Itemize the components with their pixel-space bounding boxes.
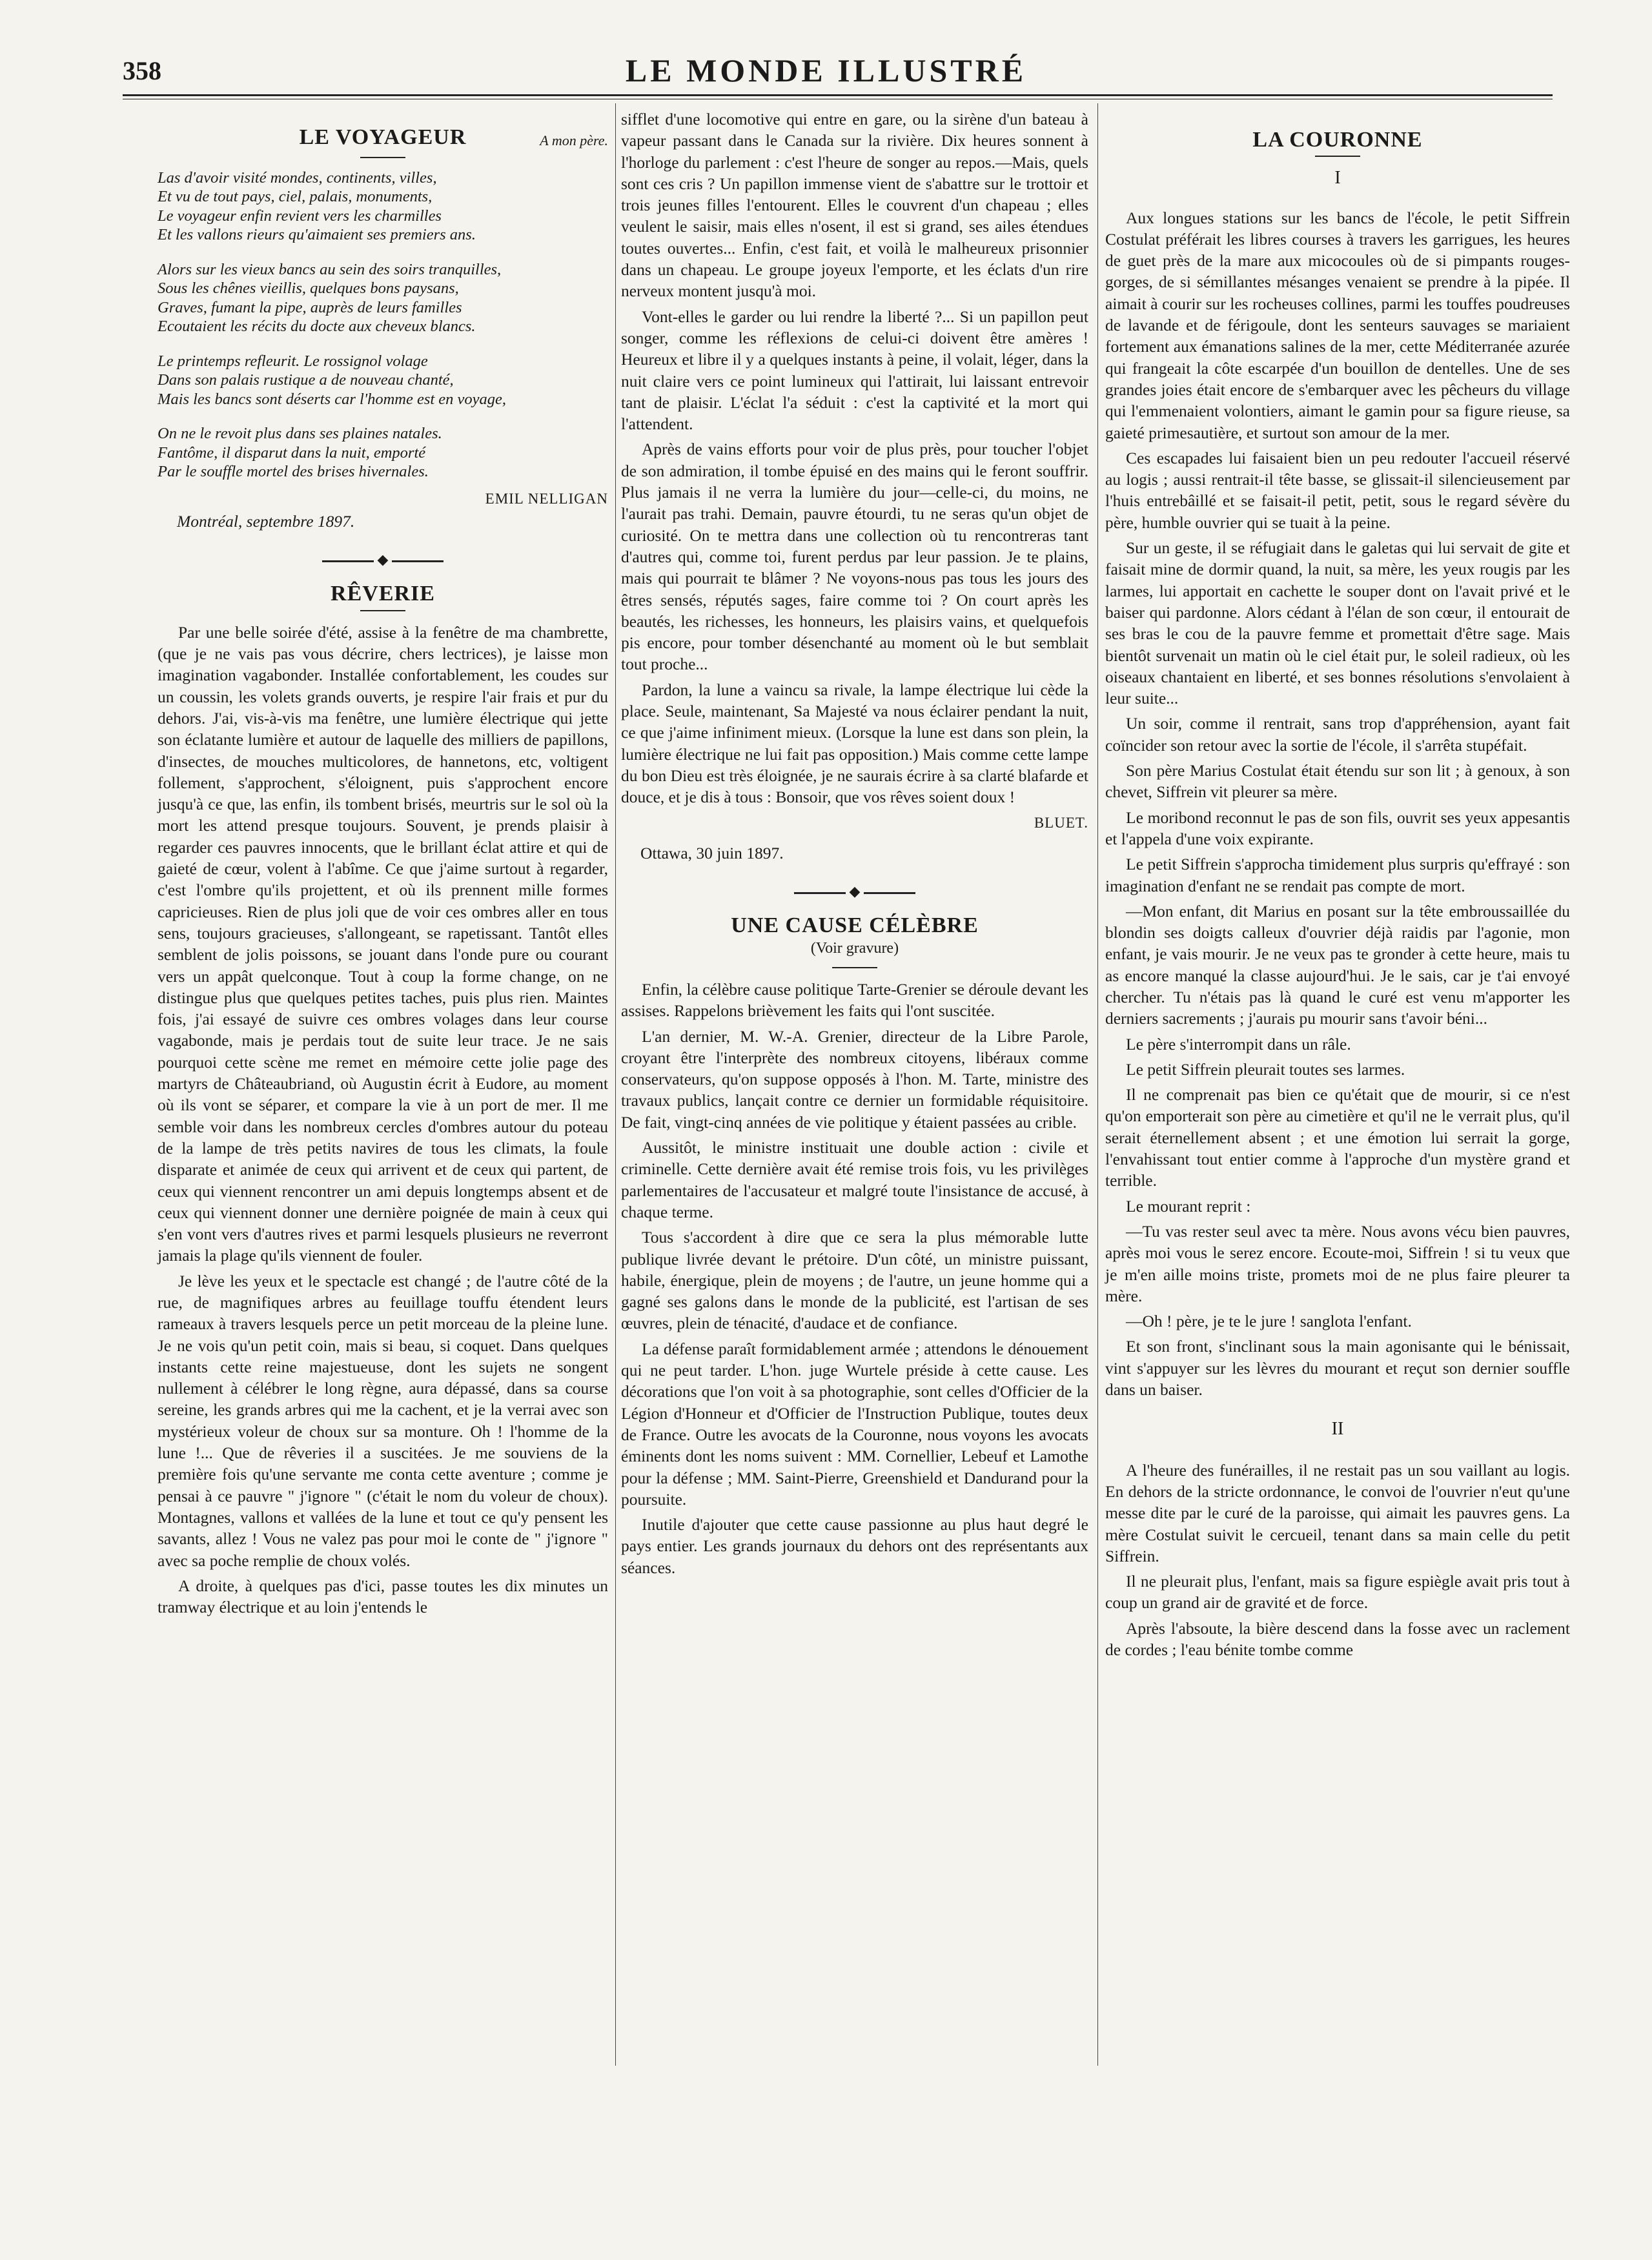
poem-line: Mais les bancs sont déserts car l'homme est en voyage, xyxy=(158,390,507,408)
reverie-date: Ottawa, 30 juin 1897. xyxy=(640,843,784,862)
page-number: 358 xyxy=(123,56,161,85)
cause-paragraph: Enfin, la célèbre cause politique Tarte-Grenier se déroule devant les assises. Rappelons brièvement les faits qui l'ont suscitée. xyxy=(621,979,1088,1021)
poem-line: Dans son palais rustique a de nouveau chanté, xyxy=(158,371,454,389)
reverie-continuation: sifflet d'une locomotive qui entre en gare, ou la sirène d'un bateau à vapeur passant dans le Canada sur la rivière. Dix heures sonnent à l'horloge du parlement : c'est l'heure de songer au repos.—Mais, quels sont ces cris ? Un papillon immense vient de s'abattre sur le trottoir et trois jeunes filles l'entourent. Elles le couvrent d'un chapeau ; elles veulent le saisir, mais elles n'osent, il est si grand, ses ailes étendues toutes ouvertes... Enfin, c'est fait, et voilà le malheureux prisonnier dans un chapeau. Le groupe joyeux l'emporte, et les éclats d'un rire nerveux montent jusqu'à moi. xyxy=(621,110,1088,301)
couronne-paragraph: Un soir, comme il rentrait, sans trop d'appréhension, ayant fait coïncider son retour avec la sortie de l'école, il s'arrêta stupéfait. xyxy=(1105,714,1570,755)
couronne-paragraph: Le petit Siffrein s'approcha timidement plus surpris qu'effrayé : son imagination d'enfant ne se rendait pas compte de mort. xyxy=(1105,855,1570,895)
cause-paragraph: Inutile d'ajouter que cette cause passionne au plus haut degré le pays entier. Les grands journaux du dehors ont des représentants aux séances. xyxy=(621,1515,1088,1577)
couronne-section-2 xyxy=(1105,1460,1570,1661)
cause-paragraph: La défense paraît formidablement armée ; attendons le dénouement qui ne peut tarder. L'hon. juge Wurtele préside à cette cause. Les décorations que l'on voit à sa photographie, sont celles d'Officier de la Légion d'Honneur et d'Officier de l'Instruction Publique, toutes deux de France. Outre les avocats de la Couronne, nous voyons les avocats éminents dont les noms suivent : MM. Cornellier, Lebeuf et Lamothe pour la défense ; MM. Saint-Pierre, Greenshield et Dandurand pour la poursuite. xyxy=(621,1339,1088,1509)
column-divider xyxy=(615,103,616,2066)
couronne-section-1 xyxy=(1105,207,1570,1401)
poem-stanza xyxy=(158,260,608,336)
column-middle xyxy=(621,108,1088,1582)
poem-line: Alors sur les vieux bancs au sein des soirs tranquilles, xyxy=(158,260,502,278)
poem-stanzas xyxy=(158,168,608,482)
reverie-signature: BLUET. xyxy=(1034,814,1088,831)
poem-signature: EMIL NELLIGAN xyxy=(485,490,608,507)
reverie-paragraph: A droite, à quelques pas d'ici, passe toutes les dix minutes un tramway électrique et au loin j'entends le xyxy=(158,1576,608,1617)
section-number: I xyxy=(1334,168,1341,188)
column-divider xyxy=(1097,103,1098,2066)
couronne-paragraph: —Oh ! père, je te le jure ! sanglota l'enfant. xyxy=(1126,1312,1412,1331)
poem-place-date: Montréal, septembre 1897. xyxy=(177,511,355,531)
reverie-paragraph: Je lève les yeux et le spectacle est changé ; de l'autre côté de la rue, de magnifiques arbres au feuillage touffu étendent leurs rameaux à travers lesquels perce un petit morceau de la pleine lune. Je ne vois qu'un petit coin, mais si beau, si coquet. Dans quelques instants cette reine majestueuse, dont les sujets ne songent nullement à célébrer le long règne, aura dépassé, dans sa course sereine, les grands arbres qui me la cachent, et je la verrai avec son mystérieux voleur de choux sur sa monture. Oh ! l'homme de la lune !... Que de rêveries il a suscitées. Je me souviens de la première fois qu'une servante me conta cette aventure ; comme je pensai à ce pauvre " j'ignore " (c'était le nom du voleur de choux). Montagnes, vallons et vallées de la lune et tout ce qu'y pensent les savants, allez ! Vous ne valez pas pour moi le conte de " j'ignore " avec sa poche remplie de choux volés. xyxy=(158,1271,608,1570)
voyageur-dedication: A mon père. xyxy=(540,132,608,149)
cause-paragraph: Aussitôt, le ministre instituait une double action : civile et criminelle. Cette dernière avait été remise trois fois, vu les privilèges parlementaires de l'accusateur et malgré toute l'insistance de accusé, à chaque terme. xyxy=(621,1138,1088,1221)
poem-stanza xyxy=(158,352,608,409)
couronne-paragraph: Sur un geste, il se réfugiait dans le galetas qui lui servait de gite et faisait mine de dormir quand, la nuit, sa mère, les yeux rougis par les larmes, lui apportait en cachette le souper dont on l'avait privé et le baiser qui pardonne. Alors cédant à l'élan de son cœur, il entourait de ses bras le cou de la pauvre femme et promettait d'être sage. Mais bientôt survenait un matin où le ciel était pur, le soleil radieux, où les oiseaux chantaient en liberté, et ses bonnes résolutions s'envolaient à leur suite... xyxy=(1105,538,1570,708)
reverie-paragraph: Par une belle soirée d'été, assise à la fenêtre de ma chambrette, (que je ne vais pas vous décrire, chers lectrices), je laisse mon imagination vagabonder. Installée confortablement, les coudes sur un coussin, les volets grands ouverts, je respire l'air frais et pur du dehors. J'ai, vis-à-vis ma fenêtre, une lumière électrique qui jette son éclatante lumière et autour de laquelle des milliers de papillons, d'insectes, de mouches multicolores, de hannetons, etc, voltigent follement, s'approchent, s'éloignent, puis s'approchent encore jusqu'à ce que, las enfin, ils tombent brisés, meurtris sur le sol où la mort les attend presque toujours. Souvent, je prends plaisir à regarder ces pauvres innocents, que le brillant éclat attire et qui de gaieté de cœur, volent à l'abîme. Ce que j'aime surtout à regarder, c'est l'ombre qu'ils projettent, et où ils prennent mille formes capricieuses. Rien de plus joli que de voir ces ombres aller en tous sens, toujours gracieuses, s'allongeant, se rapetissant. Tantôt elles semblent de jolis poissons, se jouant dans l'onde pure ou courant vers un appât quelconque. Tout à coup la forme change, on ne distingue plus que quelques petites taches, puis plus rien. Maintes fois, j'ai essayé de suivre ces ombres volages dans leur course vagabonde, mais je perdais tout de suite leur trace. Je ne sais pourquoi cette scène me remet en mémoire cette jolie page des martyrs de Châteaubriand, où Augustin écrit à Eudore, au moment où ils vont se séparer, et compare la vie à un port de mer. Il me semble voir dans les nombreux cercles d'ombres autour du poteau de la lampe de très petits navires de tous les climats, la foule disparate et animée de ceux qui arrivent et de ceux qui partent, de ceux qui viennent rencontrer un ami depuis longtemps absent et de ceux qui viennent donner une dernière poignée de main à ceux qui s'en vont vers d'autres rives et parmi lesquels plusieurs ne reverront jamais la plage qu'ils viennent de fouler. xyxy=(158,622,608,1265)
couronne-paragraph: Après l'absoute, la bière descend dans la fosse avec un raclement de cordes ; l'eau bénite tombe comme xyxy=(1105,1618,1570,1659)
couronne-paragraph: A l'heure des funérailles, il ne restait pas un sou vaillant au logis. En dehors de la stricte ordonnance, le convoi de l'ouvrier n'eut qu'une messe dite par le curé de la paroisse, qui aimait les pauvres gens. La mère Costulat suivit le cercueil, tenant dans sa main celle du petit Siffrein. xyxy=(1105,1460,1570,1565)
reverie-title: RÊVERIE xyxy=(331,582,435,606)
section-number: II xyxy=(1331,1419,1344,1440)
poem-line: Le voyageur enfin revient vers les charmilles xyxy=(158,207,442,225)
reverie-continuation: Après de vains efforts pour voir de plus près, pour toucher l'objet de son admiration, il tombe épuisé en des mains qui le feront souffrir. Plus jamais il ne verra la lumière du jour—celle-ci, du moins, ne l'aurait pas trahi. Demain, pauvre étourdi, tu ne seras qu'un objet de curiosité. On te mettra dans une collection où tu rencontreras tant d'autres qui, comme toi, furent perdus par leur passion. Je te plains, mais qui pourrait te blâmer ? Ne voyons-nous pas tous les jours des êtres sensés, réputés sages, faire comme toi ? On court après les beautés, les richesses, les honneurs, les plaisirs vains, et quelquefois pis encore, pour tomber désenchanté au moment où le but semblait tout proche... xyxy=(621,440,1088,674)
poem-line: Le printemps refleurit. Le rossignol volage xyxy=(158,352,428,370)
title-rule xyxy=(1315,156,1360,157)
title-rule xyxy=(360,157,405,158)
title-rule xyxy=(360,610,405,611)
cause-paragraph: Tous s'accordent à dire que ce sera la plus mémorable lutte publique livrée devant le prétoire. D'un côté, un ministre puissant, habile, énergique, plein de moyens ; de l'autre, un jeune homme qui a gagné ses galons dans le monde de la publicité, est l'artisan de ses œuvres, plein de ténacité, d'audace et de confiance. xyxy=(621,1228,1088,1333)
couronne-paragraph: Le moribond reconnut le pas de son fils, ouvrit ses yeux appesantis et l'appela d'une voix expirante. xyxy=(1105,808,1570,848)
poem-line: Ecoutaient les récits du docte aux cheveux blancs. xyxy=(158,318,476,336)
ornament-divider: ◆ xyxy=(158,549,608,570)
poem-line: Par le souffle mortel des brises hivernales. xyxy=(158,463,429,481)
reverie-continuation: Pardon, la lune a vaincu sa rivale, la lampe électrique lui cède la place. Seule, maintenant, Sa Majesté va nous éclairer pendant la nuit, ce que j'aime infiniment mieux. (Lorsque la lune est dans son plein, la lumière électrique ne lui fait pas opposition.) Mais comme cette lampe du bon Dieu est très éloignée, je ne saurais écrire à sa clarté blafarde et douce, et je dis à tous : Bonsoir, que vos rêves soient doux ! xyxy=(621,680,1088,807)
couronne-paragraph: Aux longues stations sur les bancs de l'école, le petit Siffrein Costulat préférait les libres courses à travers les garrigues, les heures de guet près de la mare aux micocoules où de si pimpants rouges-gorges, de si sémillantes mésanges venaient se prendre à la pipée. Il aimait à courir sur les rocheuses collines, parmi les touffes poudreuses de lavande et de férigoule, dont les senteurs sauvages se mariaient fortement aux émanations salines de la mer, cette Méditerranée azurée qui frangeait la côte escarpée d'un bouillon de dentelles. Une de ses grandes joies était encore de s'embarquer avec les pêcheurs du village qui l'emmenaient volontiers, aimant le gamin pour sa figure rieuse, sa gaieté primesautière, et surtout son amour de la mer. xyxy=(1105,208,1570,442)
couronne-paragraph: Il ne pleurait plus, l'enfant, mais sa figure espiègle avait pris tout à coup un grand air de gravité et de force. xyxy=(1105,1572,1570,1613)
ornament-divider: ◆ xyxy=(621,881,1088,902)
couronne-paragraph: Le petit Siffrein pleurait toutes ses larmes. xyxy=(1126,1059,1405,1079)
cause-paragraph: L'an dernier, M. W.-A. Grenier, directeur de la Libre Parole, croyant être l'interprète des nombreux citoyens, libéraux comme conservateurs, qu'on suppose opposés à l'hon. M. Tarte, ministre des travaux publics, lançait contre ce dernier un formidable réquisitoire. De fait, vingt-cinq années de vie politique y étaient passées au crible. xyxy=(621,1026,1088,1132)
couronne-paragraph: Le père s'interrompit dans un râle. xyxy=(1126,1034,1351,1054)
masthead: LE MONDE ILLUSTRÉ xyxy=(625,52,1027,88)
couronne-paragraph: Ces escapades lui faisaient bien un peu redouter l'accueil réservé au logis ; aussi rentrait-il tête basse, se glissait-il silencieusement par l'huis entrebâillé et se faisait-il petit, petit, sous le regard sévère du père, humble ouvrier qui se tuait à la peine. xyxy=(1105,448,1570,532)
poem-line: On ne le revoit plus dans ses plaines natales. xyxy=(158,425,442,443)
voyageur-title: LE VOYAGEUR xyxy=(299,125,467,149)
couronne-paragraph: —Tu vas rester seul avec ta mère. Nous avons vécu bien pauvres, après moi vous le serez encore. Ecoute-moi, Siffrein ! si tu veux que je m'en aille moins triste, promets moi de ne plus faire pleurer ta mère. xyxy=(1105,1221,1570,1305)
poem-line: Las d'avoir visité mondes, continents, villes, xyxy=(158,168,437,187)
couronne-paragraph: Il ne comprenait pas bien ce qu'était que de mourir, si ce n'est qu'on emporterait son père au cimetière et qu'il ne le verrait plus, qu'il serait éternellement absent ; et une émotion lui serrait la gorge, l'envahissant tout entier comme à l'approche d'un mystère grand et terrible. xyxy=(1105,1085,1570,1190)
poem-line: Et les vallons rieurs qu'aimaient ses premiers ans. xyxy=(158,226,476,244)
couronne-paragraph: Et son front, s'inclinant sous la main agonisante qui le bénissait, vint s'appuyer sur les lèvres du mourant et reçut son dernier souffle dans un baiser. xyxy=(1105,1337,1570,1400)
poem-stanza xyxy=(158,424,608,482)
reverie-continuation: Vont-elles le garder ou lui rendre la liberté ?... Si un papillon peut songer, comme les réflexions de celui-ci doivent être amères ! Heureux et libre il y a quelques instants à peine, il volait, léger, dans la nuit claire vers ce point lumineux qui l'attirait, lui laissant entrevoir tant de plaisir. L'éclat l'a séduit : c'est la captivité et la mort qui l'attendent. xyxy=(621,307,1088,434)
column-left xyxy=(158,108,608,1622)
poem-line: Et vu de tout pays, ciel, palais, monuments, xyxy=(158,188,433,206)
poem-line: Sous les chênes vieillis, quelques bons paysans, xyxy=(158,280,459,298)
couronne-paragraph: Son père Marius Costulat était étendu sur son lit ; à genoux, à son chevet, Siffrein vit pleurer sa mère. xyxy=(1105,761,1570,802)
cause-title: UNE CAUSE CÉLÈBRE xyxy=(731,913,979,938)
title-rule xyxy=(832,967,877,968)
cause-subtitle: (Voir gravure) xyxy=(810,939,899,957)
couronne-paragraph: —Mon enfant, dit Marius en posant sur la tête embroussaillée du blondin ses doigts calleux d'ouvrier déjà raidis par l'agonie, mon enfant, je vais mourir. Je ne veux pas te gronder à cette heure, mais tu as encore manqué la classe aujourd'hui. Je le sais, car je t'ai envoyé chercher. Tu n'étais pas là quand le curé est venu m'apporter les derniers sacrements ; j'aurais pu mourir sans t'avoir béni... xyxy=(1105,901,1570,1028)
header-rule xyxy=(123,94,1553,96)
poem-line: Fantôme, il disparut dans la nuit, emporté xyxy=(158,443,426,462)
couronne-paragraph: Le mourant reprit : xyxy=(1126,1196,1251,1216)
poem-line: Graves, fumant la pipe, auprès de leurs familles xyxy=(158,298,462,316)
column-right xyxy=(1105,108,1570,1664)
couronne-title: LA COURONNE xyxy=(1252,128,1423,152)
poem-stanza xyxy=(158,168,608,245)
